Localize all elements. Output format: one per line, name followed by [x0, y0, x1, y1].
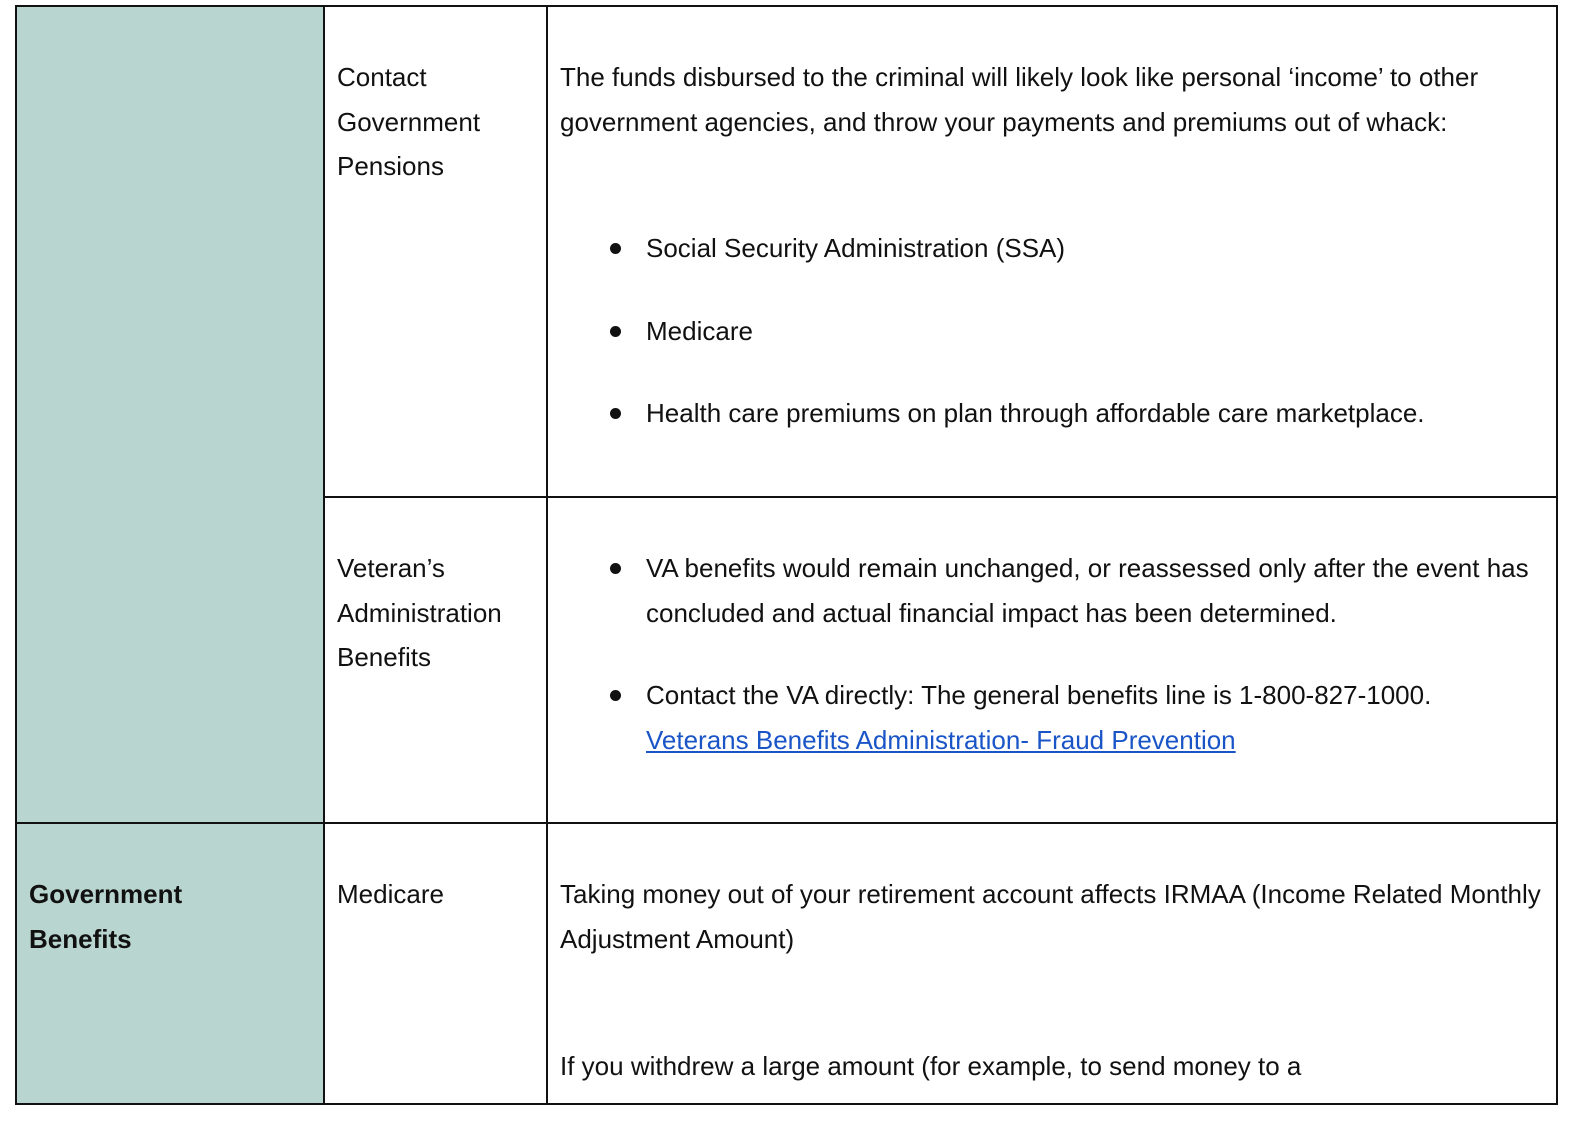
- list-item: Social Security Administration (SSA): [560, 226, 1544, 271]
- va-fraud-prevention-link[interactable]: Veterans Benefits Administration- Fraud Prevention: [646, 724, 1236, 755]
- bullet-icon: [610, 408, 621, 419]
- category-label: Government Benefits: [29, 879, 183, 954]
- medicare-paragraph-2: If you withdrew a large amount (for example, to send money to a: [560, 1051, 1302, 1081]
- category-cell-government-benefits: [15, 822, 325, 1105]
- bullet-icon: [610, 243, 621, 254]
- bullet-icon: [610, 690, 621, 701]
- benefits-table: [15, 5, 1558, 1105]
- subcategory-cell-medicare: [323, 822, 548, 1105]
- detail-cell-va: [546, 496, 1558, 824]
- subcategory-cell-va: [323, 496, 548, 824]
- list-item: VA benefits would remain unchanged, or reassessed only after the event has concluded and actual financial impact has been determined.: [560, 546, 1544, 635]
- va-bullet-list: [560, 546, 1544, 762]
- detail-cell-pensions: [546, 5, 1558, 498]
- bullet-icon: [610, 563, 621, 574]
- list-item: Health care premiums on plan through affordable care marketplace.: [560, 391, 1556, 436]
- pensions-bullet-list: [560, 226, 1544, 436]
- bullet-icon: [610, 326, 621, 337]
- subcategory-label: Veteran’s Administration Benefits: [337, 553, 502, 672]
- subcategory-label: Contact Government Pensions: [337, 62, 481, 181]
- medicare-paragraph-1: Taking money out of your retirement account affects IRMAA (Income Related Monthly Adjustment Amount): [560, 879, 1541, 954]
- pensions-intro-text: The funds disbursed to the criminal will likely look like personal ‘income’ to other government agencies, and throw your payments and premiums out of whack:: [560, 62, 1479, 137]
- list-item: Contact the VA directly: The general benefits line is 1-800-827-1000. Veterans Benefits Administration- Fraud Prevention: [560, 673, 1544, 762]
- subcategory-label: Medicare: [337, 879, 444, 909]
- category-cell-continued: [15, 5, 325, 824]
- detail-cell-medicare: [546, 822, 1558, 1105]
- list-item: Medicare: [560, 309, 1544, 354]
- subcategory-cell-pensions: [323, 5, 548, 498]
